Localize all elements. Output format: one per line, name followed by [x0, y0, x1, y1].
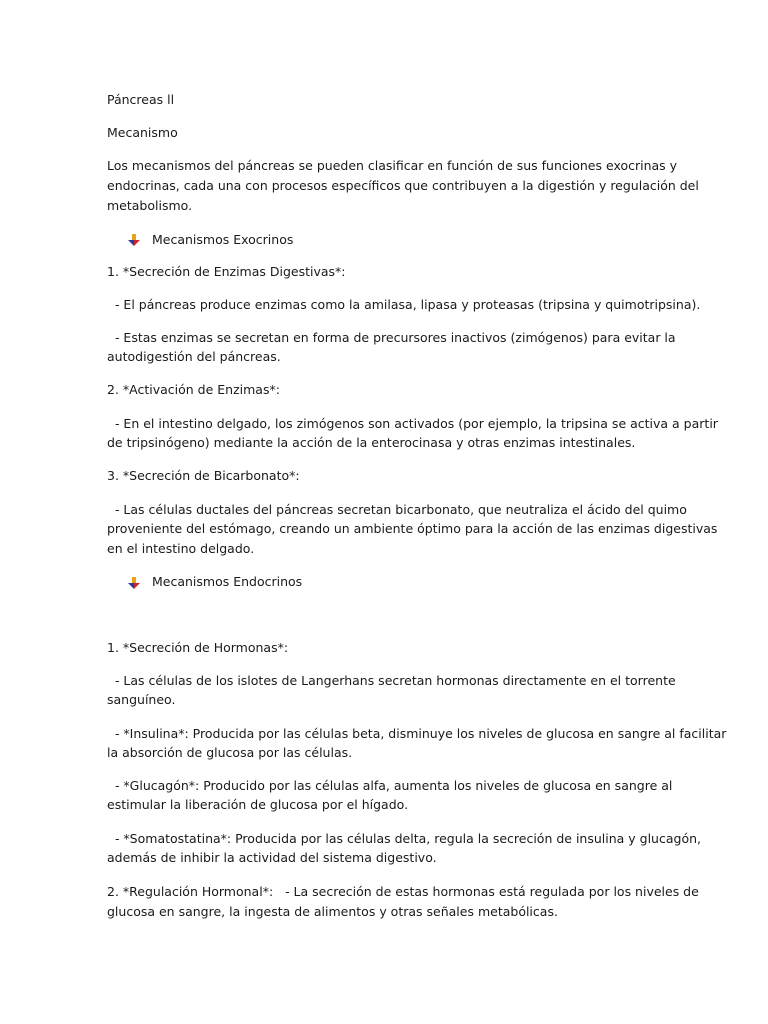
endocrine-insulina-line-1: - *Insulina*: Producida por las células beta, disminuye los niveles de glucosa en sangre al facilitar: [107, 726, 727, 741]
endocrine-item-2-line-1: 2. *Regulación Hormonal*: - La secreción de estas hormonas está regulada por los niveles de: [107, 884, 699, 899]
intro-line-1: Los mecanismos del páncreas se pueden clasificar en función de sus funciones exocrinas y: [107, 158, 678, 173]
endocrine-item-1-para-1-line-2: sanguíneo.: [107, 692, 176, 707]
exocrine-item-1-para-1: - El páncreas produce enzimas como la amilasa, lipasa y proteasas (tripsina y quimotripsina).: [107, 297, 701, 312]
endocrine-item-2-line-2: glucosa en sangre, la ingesta de alimentos y otras señales metabólicas.: [107, 904, 558, 919]
exocrine-item-3-para-line-1: - Las células ductales del páncreas secretan bicarbonato, que neutraliza el ácido del quimo: [107, 502, 687, 517]
exocrine-item-3-para-line-2: proveniente del estómago, creando un ambiente óptimo para la acción de las enzimas digestivas: [107, 521, 718, 536]
endocrine-somatostatina-line-1: - *Somatostatina*: Producida por las células delta, regula la secreción de insulina y glucagón,: [107, 831, 701, 846]
exocrine-item-1-title: 1. *Secreción de Enzimas Digestivas*:: [107, 264, 346, 279]
section-heading-endocrine: Mecanismos Endocrinos: [152, 574, 303, 589]
exocrine-item-2-title: 2. *Activación de Enzimas*:: [107, 382, 280, 397]
colored-arrow-bullet-icon: [127, 233, 141, 247]
endocrine-insulina-line-2: la absorción de glucosa por las células.: [107, 745, 353, 760]
endocrine-item-1-para-1-line-1: - Las células de los islotes de Langerhans secretan hormonas directamente en el torrente: [107, 673, 676, 688]
intro-line-2: endocrinas, cada una con procesos específicos que contribuyen a la digestión y regulación del: [107, 178, 699, 193]
endocrine-glucagon-line-2: estimular la liberación de glucosa por el hígado.: [107, 797, 409, 812]
exocrine-item-1-para-2-line-1: - Estas enzimas se secretan en forma de precursores inactivos (zimógenos) para evitar la: [107, 330, 676, 345]
colored-arrow-bullet-icon: [127, 576, 141, 590]
exocrine-item-1-para-2-line-2: autodigestión del páncreas.: [107, 349, 281, 364]
endocrine-somatostatina-line-2: además de inhibir la actividad del sistema digestivo.: [107, 850, 437, 865]
endocrine-item-1-title: 1. *Secreción de Hormonas*:: [107, 640, 289, 655]
exocrine-item-2-para-line-2: de tripsinógeno) mediante la acción de la enterocinasa y otras enzimas intestinales.: [107, 435, 636, 450]
exocrine-item-3-title: 3. *Secreción de Bicarbonato*:: [107, 468, 300, 483]
endocrine-glucagon-line-1: - *Glucagón*: Producido por las células alfa, aumenta los niveles de glucosa en sangre al: [107, 778, 673, 793]
document-subtitle: Mecanismo: [107, 125, 178, 140]
section-heading-exocrine: Mecanismos Exocrinos: [152, 232, 294, 247]
intro-line-3: metabolismo.: [107, 198, 193, 213]
exocrine-item-2-para-line-1: - En el intestino delgado, los zimógenos son activados (por ejemplo, la tripsina se activa a partir: [107, 416, 718, 431]
document-title: Páncreas ll: [107, 92, 175, 107]
exocrine-item-3-para-line-3: en el intestino delgado.: [107, 541, 255, 556]
